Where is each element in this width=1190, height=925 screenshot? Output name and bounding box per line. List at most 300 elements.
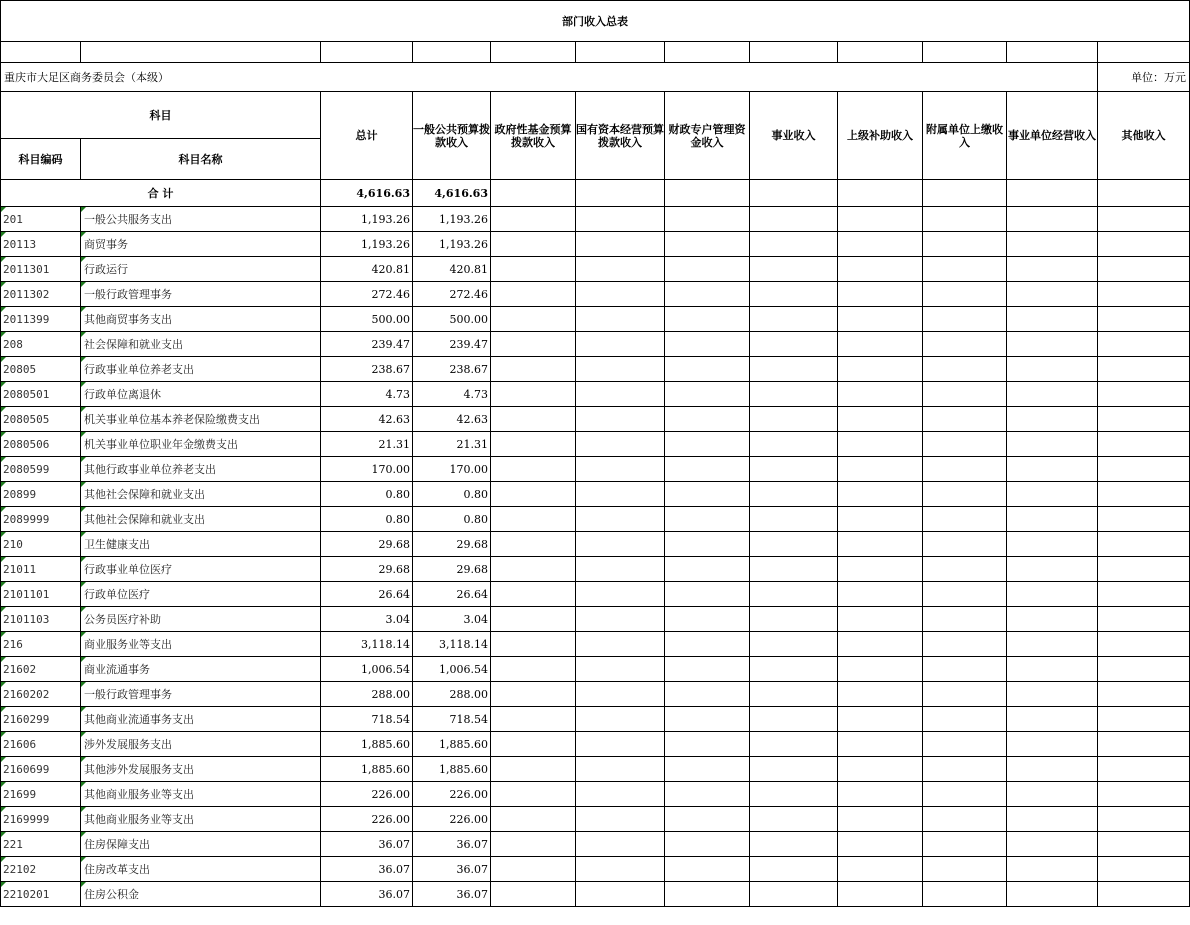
- subject-name-cell[interactable]: 一般行政管理事务: [81, 282, 321, 307]
- empty-cell[interactable]: [1007, 882, 1098, 907]
- empty-cell[interactable]: [750, 207, 838, 232]
- empty-cell[interactable]: [665, 232, 750, 257]
- total-cell[interactable]: 238.67: [321, 357, 413, 382]
- empty-cell[interactable]: [491, 832, 576, 857]
- empty-cell[interactable]: [576, 782, 665, 807]
- total-cell[interactable]: 226.00: [321, 782, 413, 807]
- empty-cell[interactable]: [923, 857, 1007, 882]
- empty-cell[interactable]: [665, 532, 750, 557]
- empty-cell[interactable]: [576, 657, 665, 682]
- total-cell[interactable]: 0.80: [321, 507, 413, 532]
- subject-code-cell[interactable]: 2160699: [1, 757, 81, 782]
- empty-cell[interactable]: [491, 682, 576, 707]
- empty-cell[interactable]: [750, 682, 838, 707]
- empty-cell[interactable]: [750, 732, 838, 757]
- total-cell[interactable]: 21.31: [321, 432, 413, 457]
- total-cell[interactable]: 1,885.60: [321, 757, 413, 782]
- subject-name-cell[interactable]: 行政运行: [81, 257, 321, 282]
- empty-cell[interactable]: [838, 232, 923, 257]
- general-budget-cell[interactable]: 226.00: [413, 782, 491, 807]
- empty-cell[interactable]: [838, 332, 923, 357]
- empty-cell[interactable]: [665, 407, 750, 432]
- subject-name-cell[interactable]: 公务员医疗补助: [81, 607, 321, 632]
- empty-cell[interactable]: [750, 882, 838, 907]
- empty-cell[interactable]: [1098, 207, 1190, 232]
- empty-cell[interactable]: [750, 382, 838, 407]
- empty-cell[interactable]: [665, 607, 750, 632]
- subject-name-cell[interactable]: 其他商业服务业等支出: [81, 782, 321, 807]
- general-budget-cell[interactable]: 3,118.14: [413, 632, 491, 657]
- empty-cell[interactable]: [750, 532, 838, 557]
- general-budget-cell[interactable]: 36.07: [413, 857, 491, 882]
- empty-cell[interactable]: [923, 307, 1007, 332]
- subject-code-cell[interactable]: 2210201: [1, 882, 81, 907]
- empty-cell[interactable]: [838, 357, 923, 382]
- empty-cell[interactable]: [1007, 307, 1098, 332]
- empty-cell[interactable]: [576, 882, 665, 907]
- total-cell[interactable]: 170.00: [321, 457, 413, 482]
- empty-cell[interactable]: [923, 257, 1007, 282]
- total-cell[interactable]: 0.80: [321, 482, 413, 507]
- total-cell[interactable]: 36.07: [321, 857, 413, 882]
- empty-cell[interactable]: [665, 657, 750, 682]
- empty-cell[interactable]: [750, 607, 838, 632]
- empty-cell[interactable]: [923, 557, 1007, 582]
- general-budget-cell[interactable]: 239.47: [413, 332, 491, 357]
- general-budget-cell[interactable]: 1,885.60: [413, 757, 491, 782]
- empty-cell[interactable]: [1098, 657, 1190, 682]
- empty-cell[interactable]: [576, 682, 665, 707]
- empty-cell[interactable]: [1098, 857, 1190, 882]
- empty-cell[interactable]: [1098, 257, 1190, 282]
- empty-cell[interactable]: [1098, 457, 1190, 482]
- empty-cell[interactable]: [923, 582, 1007, 607]
- empty-cell[interactable]: [838, 482, 923, 507]
- subject-code-cell[interactable]: 21011: [1, 557, 81, 582]
- subject-name-cell[interactable]: 住房公积金: [81, 882, 321, 907]
- empty-cell[interactable]: [665, 807, 750, 832]
- subject-name-cell[interactable]: 涉外发展服务支出: [81, 732, 321, 757]
- empty-cell[interactable]: [665, 832, 750, 857]
- empty-cell[interactable]: [1007, 557, 1098, 582]
- subject-name-cell[interactable]: 社会保障和就业支出: [81, 332, 321, 357]
- empty-cell[interactable]: [491, 582, 576, 607]
- empty-cell[interactable]: [491, 507, 576, 532]
- total-cell[interactable]: 1,193.26: [321, 207, 413, 232]
- empty-cell[interactable]: [1007, 607, 1098, 632]
- empty-cell[interactable]: [1098, 682, 1190, 707]
- empty-cell[interactable]: [665, 582, 750, 607]
- empty-cell[interactable]: [838, 382, 923, 407]
- empty-cell[interactable]: [665, 257, 750, 282]
- empty-cell[interactable]: [1098, 482, 1190, 507]
- empty-cell[interactable]: [576, 207, 665, 232]
- empty-cell[interactable]: [1007, 457, 1098, 482]
- total-cell[interactable]: 239.47: [321, 332, 413, 357]
- total-cell[interactable]: 1,885.60: [321, 732, 413, 757]
- subject-code-cell[interactable]: 201: [1, 207, 81, 232]
- empty-cell[interactable]: [1098, 282, 1190, 307]
- empty-cell[interactable]: [665, 507, 750, 532]
- empty-cell[interactable]: [576, 807, 665, 832]
- empty-cell[interactable]: [1007, 682, 1098, 707]
- empty-cell[interactable]: [1007, 232, 1098, 257]
- general-budget-cell[interactable]: 36.07: [413, 832, 491, 857]
- empty-cell[interactable]: [923, 507, 1007, 532]
- subject-code-cell[interactable]: 210: [1, 532, 81, 557]
- empty-cell[interactable]: [491, 732, 576, 757]
- empty-cell[interactable]: [838, 432, 923, 457]
- empty-cell[interactable]: [1098, 807, 1190, 832]
- empty-cell[interactable]: [750, 832, 838, 857]
- empty-cell[interactable]: [923, 832, 1007, 857]
- empty-cell[interactable]: [491, 207, 576, 232]
- empty-cell[interactable]: [491, 532, 576, 557]
- empty-cell[interactable]: [576, 407, 665, 432]
- total-cell[interactable]: 420.81: [321, 257, 413, 282]
- subject-code-cell[interactable]: 22102: [1, 857, 81, 882]
- empty-cell[interactable]: [923, 632, 1007, 657]
- empty-cell[interactable]: [665, 782, 750, 807]
- empty-cell[interactable]: [491, 282, 576, 307]
- empty-cell[interactable]: [838, 657, 923, 682]
- general-budget-cell[interactable]: 26.64: [413, 582, 491, 607]
- empty-cell[interactable]: [576, 857, 665, 882]
- empty-cell[interactable]: [576, 382, 665, 407]
- subject-code-cell[interactable]: 216: [1, 632, 81, 657]
- total-cell[interactable]: 1,006.54: [321, 657, 413, 682]
- empty-cell[interactable]: [923, 407, 1007, 432]
- empty-cell[interactable]: [923, 232, 1007, 257]
- empty-cell[interactable]: [1007, 807, 1098, 832]
- empty-cell[interactable]: [923, 657, 1007, 682]
- empty-cell[interactable]: [923, 707, 1007, 732]
- empty-cell[interactable]: [1007, 782, 1098, 807]
- subject-code-cell[interactable]: 2080599: [1, 457, 81, 482]
- empty-cell[interactable]: [1007, 407, 1098, 432]
- empty-cell[interactable]: [1007, 832, 1098, 857]
- empty-cell[interactable]: [750, 632, 838, 657]
- empty-cell[interactable]: [1007, 632, 1098, 657]
- empty-cell[interactable]: [576, 557, 665, 582]
- empty-cell[interactable]: [491, 657, 576, 682]
- empty-cell[interactable]: [750, 707, 838, 732]
- empty-cell[interactable]: [491, 757, 576, 782]
- empty-cell[interactable]: [1098, 557, 1190, 582]
- general-budget-cell[interactable]: 42.63: [413, 407, 491, 432]
- empty-cell[interactable]: [1098, 307, 1190, 332]
- empty-cell[interactable]: [1098, 732, 1190, 757]
- empty-cell[interactable]: [491, 632, 576, 657]
- general-budget-cell[interactable]: 226.00: [413, 807, 491, 832]
- empty-cell[interactable]: [1098, 757, 1190, 782]
- empty-cell[interactable]: [576, 357, 665, 382]
- empty-cell[interactable]: [923, 782, 1007, 807]
- general-budget-cell[interactable]: 3.04: [413, 607, 491, 632]
- empty-cell[interactable]: [576, 307, 665, 332]
- empty-cell[interactable]: [750, 232, 838, 257]
- total-cell[interactable]: 500.00: [321, 307, 413, 332]
- empty-cell[interactable]: [750, 282, 838, 307]
- general-budget-cell[interactable]: 4.73: [413, 382, 491, 407]
- subject-code-cell[interactable]: 21699: [1, 782, 81, 807]
- empty-cell[interactable]: [491, 232, 576, 257]
- empty-cell[interactable]: [838, 582, 923, 607]
- total-cell[interactable]: 29.68: [321, 532, 413, 557]
- empty-cell[interactable]: [576, 257, 665, 282]
- empty-cell[interactable]: [1007, 257, 1098, 282]
- empty-cell[interactable]: [1007, 857, 1098, 882]
- empty-cell[interactable]: [1007, 282, 1098, 307]
- total-cell[interactable]: 36.07: [321, 882, 413, 907]
- empty-cell[interactable]: [750, 307, 838, 332]
- empty-cell[interactable]: [750, 257, 838, 282]
- total-cell[interactable]: 1,193.26: [321, 232, 413, 257]
- empty-cell[interactable]: [665, 282, 750, 307]
- subject-code-cell[interactable]: 2011399: [1, 307, 81, 332]
- empty-cell[interactable]: [1007, 657, 1098, 682]
- empty-cell[interactable]: [491, 457, 576, 482]
- subject-name-cell[interactable]: 商贸事务: [81, 232, 321, 257]
- empty-cell[interactable]: [665, 332, 750, 357]
- empty-cell[interactable]: [1098, 707, 1190, 732]
- empty-cell[interactable]: [665, 732, 750, 757]
- empty-cell[interactable]: [576, 457, 665, 482]
- empty-cell[interactable]: [576, 607, 665, 632]
- subject-code-cell[interactable]: 21606: [1, 732, 81, 757]
- empty-cell[interactable]: [750, 582, 838, 607]
- empty-cell[interactable]: [1007, 532, 1098, 557]
- subject-name-cell[interactable]: 其他商业服务业等支出: [81, 807, 321, 832]
- empty-cell[interactable]: [665, 357, 750, 382]
- empty-cell[interactable]: [576, 507, 665, 532]
- empty-cell[interactable]: [1098, 232, 1190, 257]
- empty-cell[interactable]: [576, 482, 665, 507]
- empty-cell[interactable]: [750, 482, 838, 507]
- total-general-budget[interactable]: 4,616.63: [413, 180, 491, 207]
- total-amount[interactable]: 4,616.63: [321, 180, 413, 207]
- empty-cell[interactable]: [576, 732, 665, 757]
- empty-cell[interactable]: [750, 507, 838, 532]
- empty-cell[interactable]: [576, 582, 665, 607]
- empty-cell[interactable]: [838, 207, 923, 232]
- subject-code-cell[interactable]: 208: [1, 332, 81, 357]
- general-budget-cell[interactable]: 238.67: [413, 357, 491, 382]
- empty-cell[interactable]: [923, 482, 1007, 507]
- empty-cell[interactable]: [838, 832, 923, 857]
- empty-cell[interactable]: [491, 882, 576, 907]
- empty-cell[interactable]: [665, 557, 750, 582]
- general-budget-cell[interactable]: 1,193.26: [413, 232, 491, 257]
- empty-cell[interactable]: [838, 807, 923, 832]
- total-cell[interactable]: 272.46: [321, 282, 413, 307]
- total-cell[interactable]: 42.63: [321, 407, 413, 432]
- subject-code-cell[interactable]: 2080501: [1, 382, 81, 407]
- subject-name-cell[interactable]: 住房保障支出: [81, 832, 321, 857]
- empty-cell[interactable]: [750, 857, 838, 882]
- empty-cell[interactable]: [838, 282, 923, 307]
- general-budget-cell[interactable]: 0.80: [413, 507, 491, 532]
- empty-cell[interactable]: [665, 882, 750, 907]
- empty-cell[interactable]: [923, 532, 1007, 557]
- empty-cell[interactable]: [576, 332, 665, 357]
- empty-cell[interactable]: [838, 782, 923, 807]
- empty-cell[interactable]: [923, 332, 1007, 357]
- subject-code-cell[interactable]: 2101103: [1, 607, 81, 632]
- empty-cell[interactable]: [491, 307, 576, 332]
- subject-code-cell[interactable]: 2080506: [1, 432, 81, 457]
- empty-cell[interactable]: [750, 557, 838, 582]
- empty-cell[interactable]: [491, 257, 576, 282]
- empty-cell[interactable]: [1098, 357, 1190, 382]
- general-budget-cell[interactable]: 36.07: [413, 882, 491, 907]
- empty-cell[interactable]: [491, 407, 576, 432]
- empty-cell[interactable]: [665, 457, 750, 482]
- empty-cell[interactable]: [1007, 582, 1098, 607]
- subject-code-cell[interactable]: 20899: [1, 482, 81, 507]
- empty-cell[interactable]: [1007, 757, 1098, 782]
- general-budget-cell[interactable]: 288.00: [413, 682, 491, 707]
- empty-cell[interactable]: [1098, 832, 1190, 857]
- empty-cell[interactable]: [665, 857, 750, 882]
- empty-cell[interactable]: [1007, 432, 1098, 457]
- general-budget-cell[interactable]: 21.31: [413, 432, 491, 457]
- empty-cell[interactable]: [1098, 782, 1190, 807]
- empty-cell[interactable]: [838, 732, 923, 757]
- empty-cell[interactable]: [838, 757, 923, 782]
- empty-cell[interactable]: [838, 857, 923, 882]
- general-budget-cell[interactable]: 0.80: [413, 482, 491, 507]
- empty-cell[interactable]: [665, 707, 750, 732]
- general-budget-cell[interactable]: 500.00: [413, 307, 491, 332]
- empty-cell[interactable]: [923, 457, 1007, 482]
- general-budget-cell[interactable]: 1,193.26: [413, 207, 491, 232]
- empty-cell[interactable]: [576, 532, 665, 557]
- empty-cell[interactable]: [1007, 357, 1098, 382]
- empty-cell[interactable]: [923, 282, 1007, 307]
- empty-cell[interactable]: [838, 682, 923, 707]
- empty-cell[interactable]: [491, 607, 576, 632]
- total-cell[interactable]: 718.54: [321, 707, 413, 732]
- empty-cell[interactable]: [1098, 432, 1190, 457]
- empty-cell[interactable]: [838, 407, 923, 432]
- empty-cell[interactable]: [576, 707, 665, 732]
- total-cell[interactable]: 226.00: [321, 807, 413, 832]
- subject-code-cell[interactable]: 20805: [1, 357, 81, 382]
- empty-cell[interactable]: [750, 332, 838, 357]
- empty-cell[interactable]: [1098, 332, 1190, 357]
- empty-cell[interactable]: [665, 382, 750, 407]
- empty-cell[interactable]: [838, 507, 923, 532]
- subject-name-cell[interactable]: 其他商业流通事务支出: [81, 707, 321, 732]
- subject-name-cell[interactable]: 住房改革支出: [81, 857, 321, 882]
- empty-cell[interactable]: [491, 432, 576, 457]
- empty-cell[interactable]: [923, 882, 1007, 907]
- empty-cell[interactable]: [750, 782, 838, 807]
- subject-code-cell[interactable]: 2169999: [1, 807, 81, 832]
- empty-cell[interactable]: [923, 207, 1007, 232]
- subject-name-cell[interactable]: 机关事业单位基本养老保险缴费支出: [81, 407, 321, 432]
- subject-code-cell[interactable]: 2160202: [1, 682, 81, 707]
- empty-cell[interactable]: [923, 682, 1007, 707]
- subject-name-cell[interactable]: 行政单位医疗: [81, 582, 321, 607]
- subject-name-cell[interactable]: 一般公共服务支出: [81, 207, 321, 232]
- empty-cell[interactable]: [1007, 732, 1098, 757]
- general-budget-cell[interactable]: 1,885.60: [413, 732, 491, 757]
- empty-cell[interactable]: [838, 707, 923, 732]
- empty-cell[interactable]: [1098, 882, 1190, 907]
- empty-cell[interactable]: [923, 382, 1007, 407]
- total-cell[interactable]: 29.68: [321, 557, 413, 582]
- empty-cell[interactable]: [576, 832, 665, 857]
- subject-code-cell[interactable]: 2089999: [1, 507, 81, 532]
- subject-name-cell[interactable]: 其他社会保障和就业支出: [81, 482, 321, 507]
- empty-cell[interactable]: [1007, 707, 1098, 732]
- empty-cell[interactable]: [923, 607, 1007, 632]
- empty-cell[interactable]: [1098, 607, 1190, 632]
- empty-cell[interactable]: [923, 757, 1007, 782]
- total-cell[interactable]: 4.73: [321, 382, 413, 407]
- subject-name-cell[interactable]: 其他社会保障和就业支出: [81, 507, 321, 532]
- subject-code-cell[interactable]: 2101101: [1, 582, 81, 607]
- total-cell[interactable]: 288.00: [321, 682, 413, 707]
- empty-cell[interactable]: [838, 307, 923, 332]
- empty-cell[interactable]: [491, 782, 576, 807]
- empty-cell[interactable]: [750, 807, 838, 832]
- subject-name-cell[interactable]: 行政事业单位医疗: [81, 557, 321, 582]
- subject-name-cell[interactable]: 一般行政管理事务: [81, 682, 321, 707]
- subject-code-cell[interactable]: 221: [1, 832, 81, 857]
- empty-cell[interactable]: [838, 632, 923, 657]
- general-budget-cell[interactable]: 420.81: [413, 257, 491, 282]
- subject-name-cell[interactable]: 商业流通事务: [81, 657, 321, 682]
- empty-cell[interactable]: [1098, 582, 1190, 607]
- empty-cell[interactable]: [576, 232, 665, 257]
- empty-cell[interactable]: [838, 457, 923, 482]
- subject-name-cell[interactable]: 行政事业单位养老支出: [81, 357, 321, 382]
- empty-cell[interactable]: [838, 607, 923, 632]
- empty-cell[interactable]: [491, 332, 576, 357]
- general-budget-cell[interactable]: 170.00: [413, 457, 491, 482]
- general-budget-cell[interactable]: 29.68: [413, 557, 491, 582]
- empty-cell[interactable]: [923, 732, 1007, 757]
- empty-cell[interactable]: [750, 657, 838, 682]
- empty-cell[interactable]: [1007, 507, 1098, 532]
- empty-cell[interactable]: [1098, 632, 1190, 657]
- empty-cell[interactable]: [576, 632, 665, 657]
- empty-cell[interactable]: [750, 457, 838, 482]
- empty-cell[interactable]: [665, 632, 750, 657]
- subject-code-cell[interactable]: 2011301: [1, 257, 81, 282]
- empty-cell[interactable]: [491, 382, 576, 407]
- total-cell[interactable]: 26.64: [321, 582, 413, 607]
- total-cell[interactable]: 3.04: [321, 607, 413, 632]
- empty-cell[interactable]: [491, 857, 576, 882]
- subject-code-cell[interactable]: 21602: [1, 657, 81, 682]
- empty-cell[interactable]: [576, 282, 665, 307]
- empty-cell[interactable]: [1098, 507, 1190, 532]
- subject-code-cell[interactable]: 2160299: [1, 707, 81, 732]
- empty-cell[interactable]: [1098, 407, 1190, 432]
- subject-name-cell[interactable]: 其他行政事业单位养老支出: [81, 457, 321, 482]
- empty-cell[interactable]: [665, 307, 750, 332]
- empty-cell[interactable]: [491, 557, 576, 582]
- empty-cell[interactable]: [665, 482, 750, 507]
- subject-name-cell[interactable]: 行政单位离退休: [81, 382, 321, 407]
- empty-cell[interactable]: [665, 207, 750, 232]
- subject-name-cell[interactable]: 机关事业单位职业年金缴费支出: [81, 432, 321, 457]
- general-budget-cell[interactable]: 718.54: [413, 707, 491, 732]
